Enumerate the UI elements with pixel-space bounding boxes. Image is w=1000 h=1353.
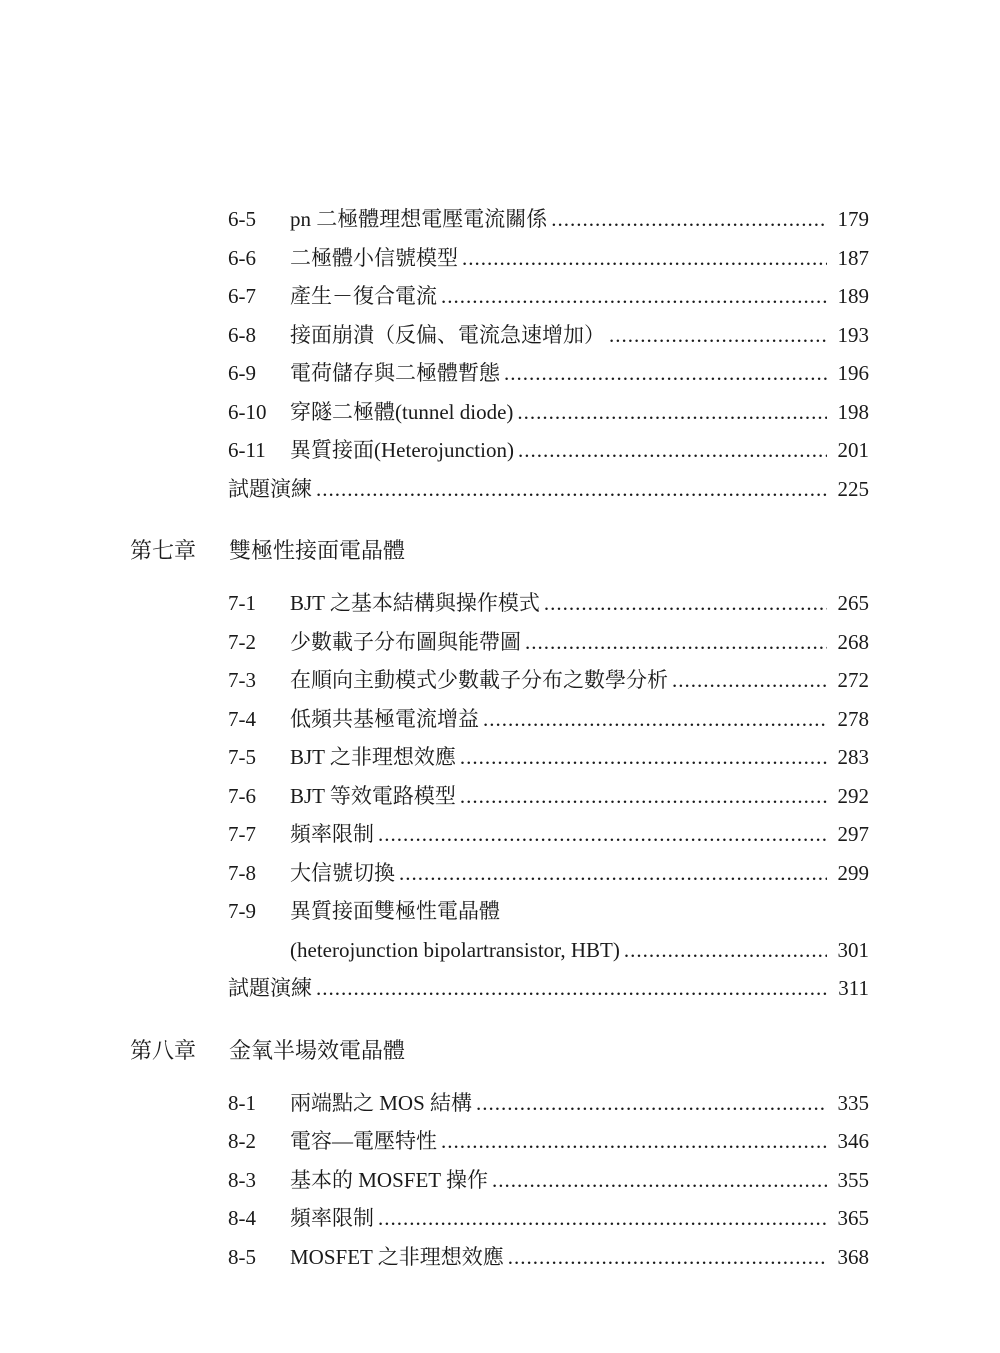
section-title: 基本的 MOSFET 操作 <box>290 1167 488 1192</box>
toc-entry <box>0 738 1000 777</box>
page-number: 365 <box>837 1206 869 1230</box>
entry-line <box>290 354 869 393</box>
section-title: 兩端點之 MOS 結構 <box>290 1090 473 1115</box>
page-number: 292 <box>837 783 869 808</box>
toc-entry <box>0 700 1000 739</box>
toc-entry <box>0 854 1000 893</box>
entry-line <box>290 584 869 623</box>
section-number: 7-8 <box>228 860 256 885</box>
entry-line <box>290 777 869 816</box>
toc-entry <box>0 777 1000 816</box>
toc-entry <box>0 354 1000 393</box>
section-number: 8-2 <box>228 1129 256 1153</box>
chapter-number: 第七章 <box>130 539 197 564</box>
page-number: 179 <box>837 207 869 231</box>
section-number: 8-4 <box>228 1206 256 1230</box>
section-title: BJT 等效電路模型 <box>290 783 456 808</box>
dot-leader <box>518 431 827 470</box>
chapter-heading <box>0 1020 1000 1084</box>
section-number: 7-4 <box>228 706 256 731</box>
page-number: 196 <box>837 361 869 385</box>
dot-leader <box>441 1122 827 1161</box>
section-number: 7-3 <box>228 668 256 692</box>
section-number: 7-2 <box>228 629 256 654</box>
dot-leader <box>525 623 827 662</box>
dot-leader <box>399 854 827 893</box>
dot-leader <box>544 584 827 623</box>
page-number: 201 <box>837 438 869 462</box>
entry-line <box>290 1161 869 1200</box>
toc-entry <box>0 661 1000 700</box>
dot-leader <box>316 470 827 509</box>
entry-line <box>290 1122 869 1161</box>
section-title: 穿隧二極體(tunnel diode) <box>290 399 514 424</box>
toc-entry <box>0 969 1000 1008</box>
toc-entry <box>0 239 1000 278</box>
section-title: 試題演練 <box>228 476 312 501</box>
chapter-title: 雙極性接面電晶體 <box>229 539 406 564</box>
toc-entry <box>0 393 1000 432</box>
page-number: 346 <box>837 1129 869 1153</box>
toc-entry <box>0 1199 1000 1238</box>
toc-entry <box>0 892 1000 931</box>
section-title: 產生－復合電流 <box>290 284 437 308</box>
section-number: 7-5 <box>228 745 256 769</box>
entry-line <box>290 1084 869 1123</box>
entry-line <box>290 316 869 355</box>
dot-leader <box>504 354 827 393</box>
entry-line <box>290 1238 869 1277</box>
page-number: 355 <box>837 1167 869 1192</box>
dot-leader <box>483 700 827 739</box>
chapter-number: 第八章 <box>130 1038 197 1064</box>
section-number: 7-9 <box>228 899 256 923</box>
toc-entry <box>0 470 1000 509</box>
section-title: BJT 之非理想效應 <box>290 745 456 769</box>
toc-entry <box>0 1161 1000 1200</box>
page-number: 268 <box>837 629 869 654</box>
entry-line <box>290 892 500 931</box>
entry-line <box>290 200 869 239</box>
toc-entry <box>0 815 1000 854</box>
toc-entry <box>0 1238 1000 1277</box>
dot-leader <box>476 1084 827 1123</box>
section-number: 6-6 <box>228 245 256 270</box>
entry-line <box>290 393 869 432</box>
toc-entry <box>0 431 1000 470</box>
dot-leader <box>316 969 827 1008</box>
toc-entry <box>0 200 1000 239</box>
entry-line <box>290 277 869 316</box>
dot-leader <box>462 239 827 278</box>
page-number: 299 <box>837 860 869 885</box>
section-number: 6-11 <box>228 438 266 462</box>
page-number: 187 <box>837 245 869 270</box>
entry-line <box>290 431 869 470</box>
section-title: 低頻共基極電流增益 <box>290 706 479 731</box>
toc-entry <box>0 931 1000 970</box>
section-number: 8-1 <box>228 1090 256 1115</box>
toc-entry <box>0 584 1000 623</box>
dot-leader <box>441 277 827 316</box>
section-title: 在順向主動模式少數載子分布之數學分析 <box>290 668 668 692</box>
section-title: 頻率限制 <box>290 1206 374 1230</box>
entry-line <box>290 700 869 739</box>
entry-line <box>290 661 869 700</box>
toc-entry <box>0 316 1000 355</box>
page-number: 301 <box>837 937 869 962</box>
page-number: 198 <box>837 399 869 424</box>
section-number: 8-3 <box>228 1167 256 1192</box>
table-of-contents <box>0 200 1000 1276</box>
section-title: 電容—電壓特性 <box>290 1129 437 1153</box>
toc-entry <box>0 623 1000 662</box>
section-title: BJT 之基本結構與操作模式 <box>290 591 540 615</box>
page-number: 265 <box>837 591 869 615</box>
section-title: MOSFET 之非理想效應 <box>290 1244 504 1269</box>
entry-line <box>290 239 869 278</box>
page-number: 272 <box>837 668 869 692</box>
toc-entry <box>0 1122 1000 1161</box>
page-number: 368 <box>837 1244 869 1269</box>
page-number: 335 <box>837 1090 869 1115</box>
section-number: 6-9 <box>228 361 256 385</box>
section-number: 8-5 <box>228 1244 256 1269</box>
section-title: 電荷儲存與二極體暫態 <box>290 361 500 385</box>
section-title: 接面崩潰（反偏、電流急速增加） <box>290 322 605 347</box>
toc-entry <box>0 277 1000 316</box>
section-title: 試題演練 <box>228 976 312 1000</box>
toc-entry <box>0 1084 1000 1123</box>
page-number: 278 <box>837 706 869 731</box>
section-number: 7-6 <box>228 783 256 808</box>
dot-leader <box>517 393 827 432</box>
section-number: 7-1 <box>228 591 256 615</box>
dot-leader <box>378 815 827 854</box>
entry-line <box>228 470 869 509</box>
dot-leader <box>551 200 827 239</box>
entry-line <box>290 623 869 662</box>
section-title: (heterojunction bipolartransistor, HBT) <box>290 937 620 962</box>
section-title: 大信號切換 <box>290 860 395 885</box>
page-number: 193 <box>837 322 869 347</box>
page-number: 189 <box>837 284 869 308</box>
entry-line <box>290 931 869 970</box>
entry-line <box>290 854 869 893</box>
section-title: 頻率限制 <box>290 822 374 846</box>
dot-leader <box>672 661 827 700</box>
dot-leader <box>460 738 827 777</box>
page-number: 225 <box>837 476 869 501</box>
section-number: 7-7 <box>228 822 256 846</box>
entry-line <box>290 815 869 854</box>
section-number: 6-7 <box>228 284 256 308</box>
section-title: 異質接面(Heterojunction) <box>290 438 514 462</box>
section-title: 二極體小信號模型 <box>290 245 458 270</box>
chapter-heading <box>0 520 1000 584</box>
dot-leader <box>508 1238 827 1277</box>
page-number: 297 <box>837 822 869 846</box>
section-number: 6-8 <box>228 322 256 347</box>
section-title: 異質接面雙極性電晶體 <box>290 899 500 923</box>
entry-line <box>290 1199 869 1238</box>
dot-leader <box>378 1199 827 1238</box>
page-number: 311 <box>838 976 869 1000</box>
dot-leader <box>609 316 827 355</box>
section-title: 少數載子分布圖與能帶圖 <box>290 629 521 654</box>
section-number: 6-5 <box>228 207 256 231</box>
dot-leader <box>492 1161 827 1200</box>
dot-leader <box>460 777 827 816</box>
section-number: 6-10 <box>228 399 267 424</box>
page-number: 283 <box>837 745 869 769</box>
section-title: pn 二極體理想電壓電流關係 <box>290 207 548 231</box>
entry-line <box>290 738 869 777</box>
dot-leader <box>624 931 827 970</box>
chapter-title: 金氧半場效電晶體 <box>229 1038 406 1064</box>
entry-line <box>228 969 869 1008</box>
